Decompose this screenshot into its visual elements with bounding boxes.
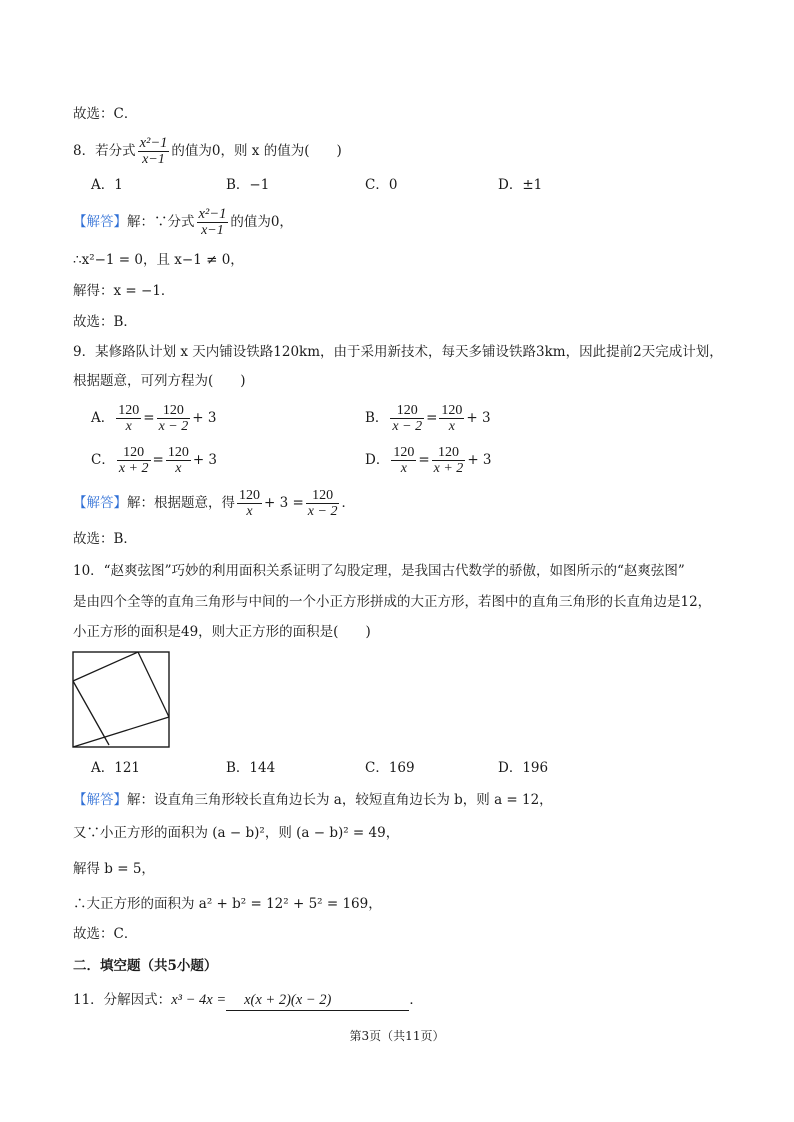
q9-b-left-frac [390, 403, 424, 434]
q9-answer-mid: + 3 = [264, 495, 304, 511]
q9-c-tail: + 3 [192, 452, 218, 468]
q11 [73, 990, 423, 1011]
triangle-hypotenuse-bottom [73, 717, 169, 747]
q8-frac-den: x−1 [142, 152, 165, 167]
q9-option-a: A． $\frac{120}{x}$ = $\frac{120}{x - 2}$ + 3 [91, 403, 217, 434]
q8-fraction [138, 136, 170, 167]
q9-c-right-num: 120 [167, 445, 189, 460]
q10-line2: 是由四个全等的直角三角形与中间的一个小正方形拼成的大正方形，若图中的直角三角形的长直角边是12， [73, 594, 712, 610]
q8-option-a: A．1 [91, 177, 123, 193]
q11-answer: x(x + 2)(x − 2) [244, 992, 332, 1008]
zhao-shuang-diagram [72, 651, 171, 749]
q9-a-left-frac [116, 403, 141, 434]
q9-a-right-frac [157, 403, 191, 434]
q11-prefix: 11．分解因式： [73, 992, 172, 1008]
q9-answer-tag: 【解答】 [73, 495, 127, 511]
q9-c-left-num: 120 [117, 445, 151, 461]
q9-answer-right-frac [306, 488, 340, 519]
q9-option-a-label: A． [91, 410, 115, 426]
triangle-hypotenuse-right [138, 652, 169, 717]
q9-b-right-den: x [448, 419, 456, 434]
q8-answer-frac-num: x²−1 [198, 206, 227, 222]
q9-c-left-den: x + 2 [118, 461, 149, 476]
q9-d-right-num: 120 [432, 445, 466, 461]
q9-option-d: D． $\frac{120}{x}$ = $\frac{120}{x + 2}$ + 3 [365, 445, 492, 476]
q8-option-d: D．±1 [498, 177, 543, 193]
q11-end: ． [409, 992, 423, 1008]
q9-b-left-num: 120 [390, 403, 424, 419]
q8-answer-text: 解：∵分式 [127, 214, 195, 230]
q9-b-right-frac [439, 403, 464, 434]
q10-option-d: D．196 [498, 760, 549, 776]
q8-step1: ∴x²−1 = 0，且 x−1 ≠ 0， [73, 252, 244, 268]
q10-answer-tag: 【解答】 [73, 792, 127, 808]
q8-frac-num: x²−1 [139, 135, 168, 151]
q9-option-d-label: D． [365, 452, 390, 468]
triangle-hypotenuse-left [73, 681, 109, 745]
q9-b-right-num: 120 [441, 403, 463, 418]
q9-answer-end: ． [341, 495, 355, 511]
q10-conclusion: 故选：C． [73, 926, 138, 942]
q8-answer-tag: 【解答】 [73, 214, 127, 230]
q8-answer [73, 207, 293, 238]
q9-a-left-den: x [125, 419, 132, 434]
q8-prefix: 8．若分式 [73, 143, 136, 159]
q8-answer-fraction [197, 207, 229, 238]
q9-line1: 9．某修路队计划 x 天内铺设铁路120km，由于采用新技术，每天多铺设铁路3km，因此提前2天完成计划， [73, 344, 723, 360]
q11-expr: x³ − 4x = [171, 992, 227, 1008]
q8-option-c: C．0 [365, 177, 398, 193]
q10-step2: 解得 b = 5， [73, 861, 155, 877]
q9-d-right-frac [432, 445, 466, 476]
q9-c-left-frac [117, 445, 151, 476]
q10-option-b: B．144 [226, 760, 276, 776]
q10-step1: 又∵小正方形的面积为 (a − b)²，则 (a − b)² = 49， [73, 825, 400, 841]
q10-answer-text: 解：设直角三角形较长直角边长为 a，较短直角边长为 b，则 a = 12， [127, 792, 553, 808]
q9-answer [73, 488, 355, 519]
q9-option-b-label: B． [365, 410, 389, 426]
q10-line1: 10．“赵爽弦图”巧妙的利用面积关系证明了勾股定理，是我国古代数学的骄傲，如图所示的“赵爽弦图” [73, 563, 685, 579]
q8-conclusion: 故选：B． [73, 314, 137, 330]
outer-square [73, 652, 169, 747]
q9-c-right-den: x [175, 461, 182, 476]
q8-suffix: 的值为0，则 x 的值为( ) [171, 143, 342, 159]
q9-answer-right-den: x − 2 [307, 504, 338, 519]
q8-answer-frac-den: x−1 [201, 223, 224, 238]
q9-answer-left-den: x [246, 504, 253, 519]
triangle-hypotenuse-top [73, 652, 138, 681]
q9-answer-left-num: 120 [239, 488, 260, 503]
section2-title: 二．填空题（共5小题） [73, 958, 218, 974]
q9-d-left-den: x [400, 461, 407, 476]
q9-c-right-frac [166, 445, 191, 476]
q9-option-c: C． $\frac{120}{x + 2}$ = $\frac{120}{x}$ + 3 [91, 445, 218, 476]
q9-line2: 根据题意，可列方程为( ) [73, 373, 246, 389]
q9-d-tail: + 3 [467, 452, 492, 468]
q9-d-left-num: 120 [393, 445, 415, 460]
q9-answer-left-frac [237, 488, 262, 519]
q9-a-right-den: x − 2 [158, 419, 189, 434]
q10-option-c: C．169 [365, 760, 415, 776]
q10-line3: 小正方形的面积是49，则大正方形的面积是( ) [73, 624, 371, 640]
q9-conclusion: 故选：B． [73, 531, 137, 547]
q8-option-b: B．−1 [226, 177, 270, 193]
q9-answer-right-num: 120 [306, 488, 340, 504]
q8-answer-text-b: 的值为0， [230, 214, 293, 230]
q10-step3: ∴大正方形的面积为 a² + b² = 12² + 5² = 169， [73, 896, 382, 912]
q9-b-left-den: x − 2 [392, 419, 423, 434]
q9-a-left-num: 120 [118, 403, 140, 418]
spacer [94, 717, 169, 718]
q9-option-b: B． $\frac{120}{x - 2}$ = $\frac{120}{x}$ + 3 [365, 403, 491, 434]
q8-stem [73, 136, 342, 167]
q9-b-tail: + 3 [466, 410, 491, 426]
q9-option-c-label: C． [91, 452, 115, 468]
q9-a-right-num: 120 [157, 403, 191, 419]
q7-conclusion: 故选：C． [73, 106, 138, 122]
page-footer: 第3页（共11页） [349, 1029, 445, 1043]
q11-answer-blank [226, 990, 409, 1011]
q9-a-tail: + 3 [192, 410, 217, 426]
q10-option-a: A．121 [91, 760, 141, 776]
q10-answer [73, 790, 553, 810]
q9-d-right-den: x + 2 [433, 461, 464, 476]
q8-step2: 解得：x = −1． [73, 283, 175, 299]
q9-d-left-frac [391, 445, 416, 476]
q9-answer-text: 解：根据题意，得 [127, 495, 235, 511]
